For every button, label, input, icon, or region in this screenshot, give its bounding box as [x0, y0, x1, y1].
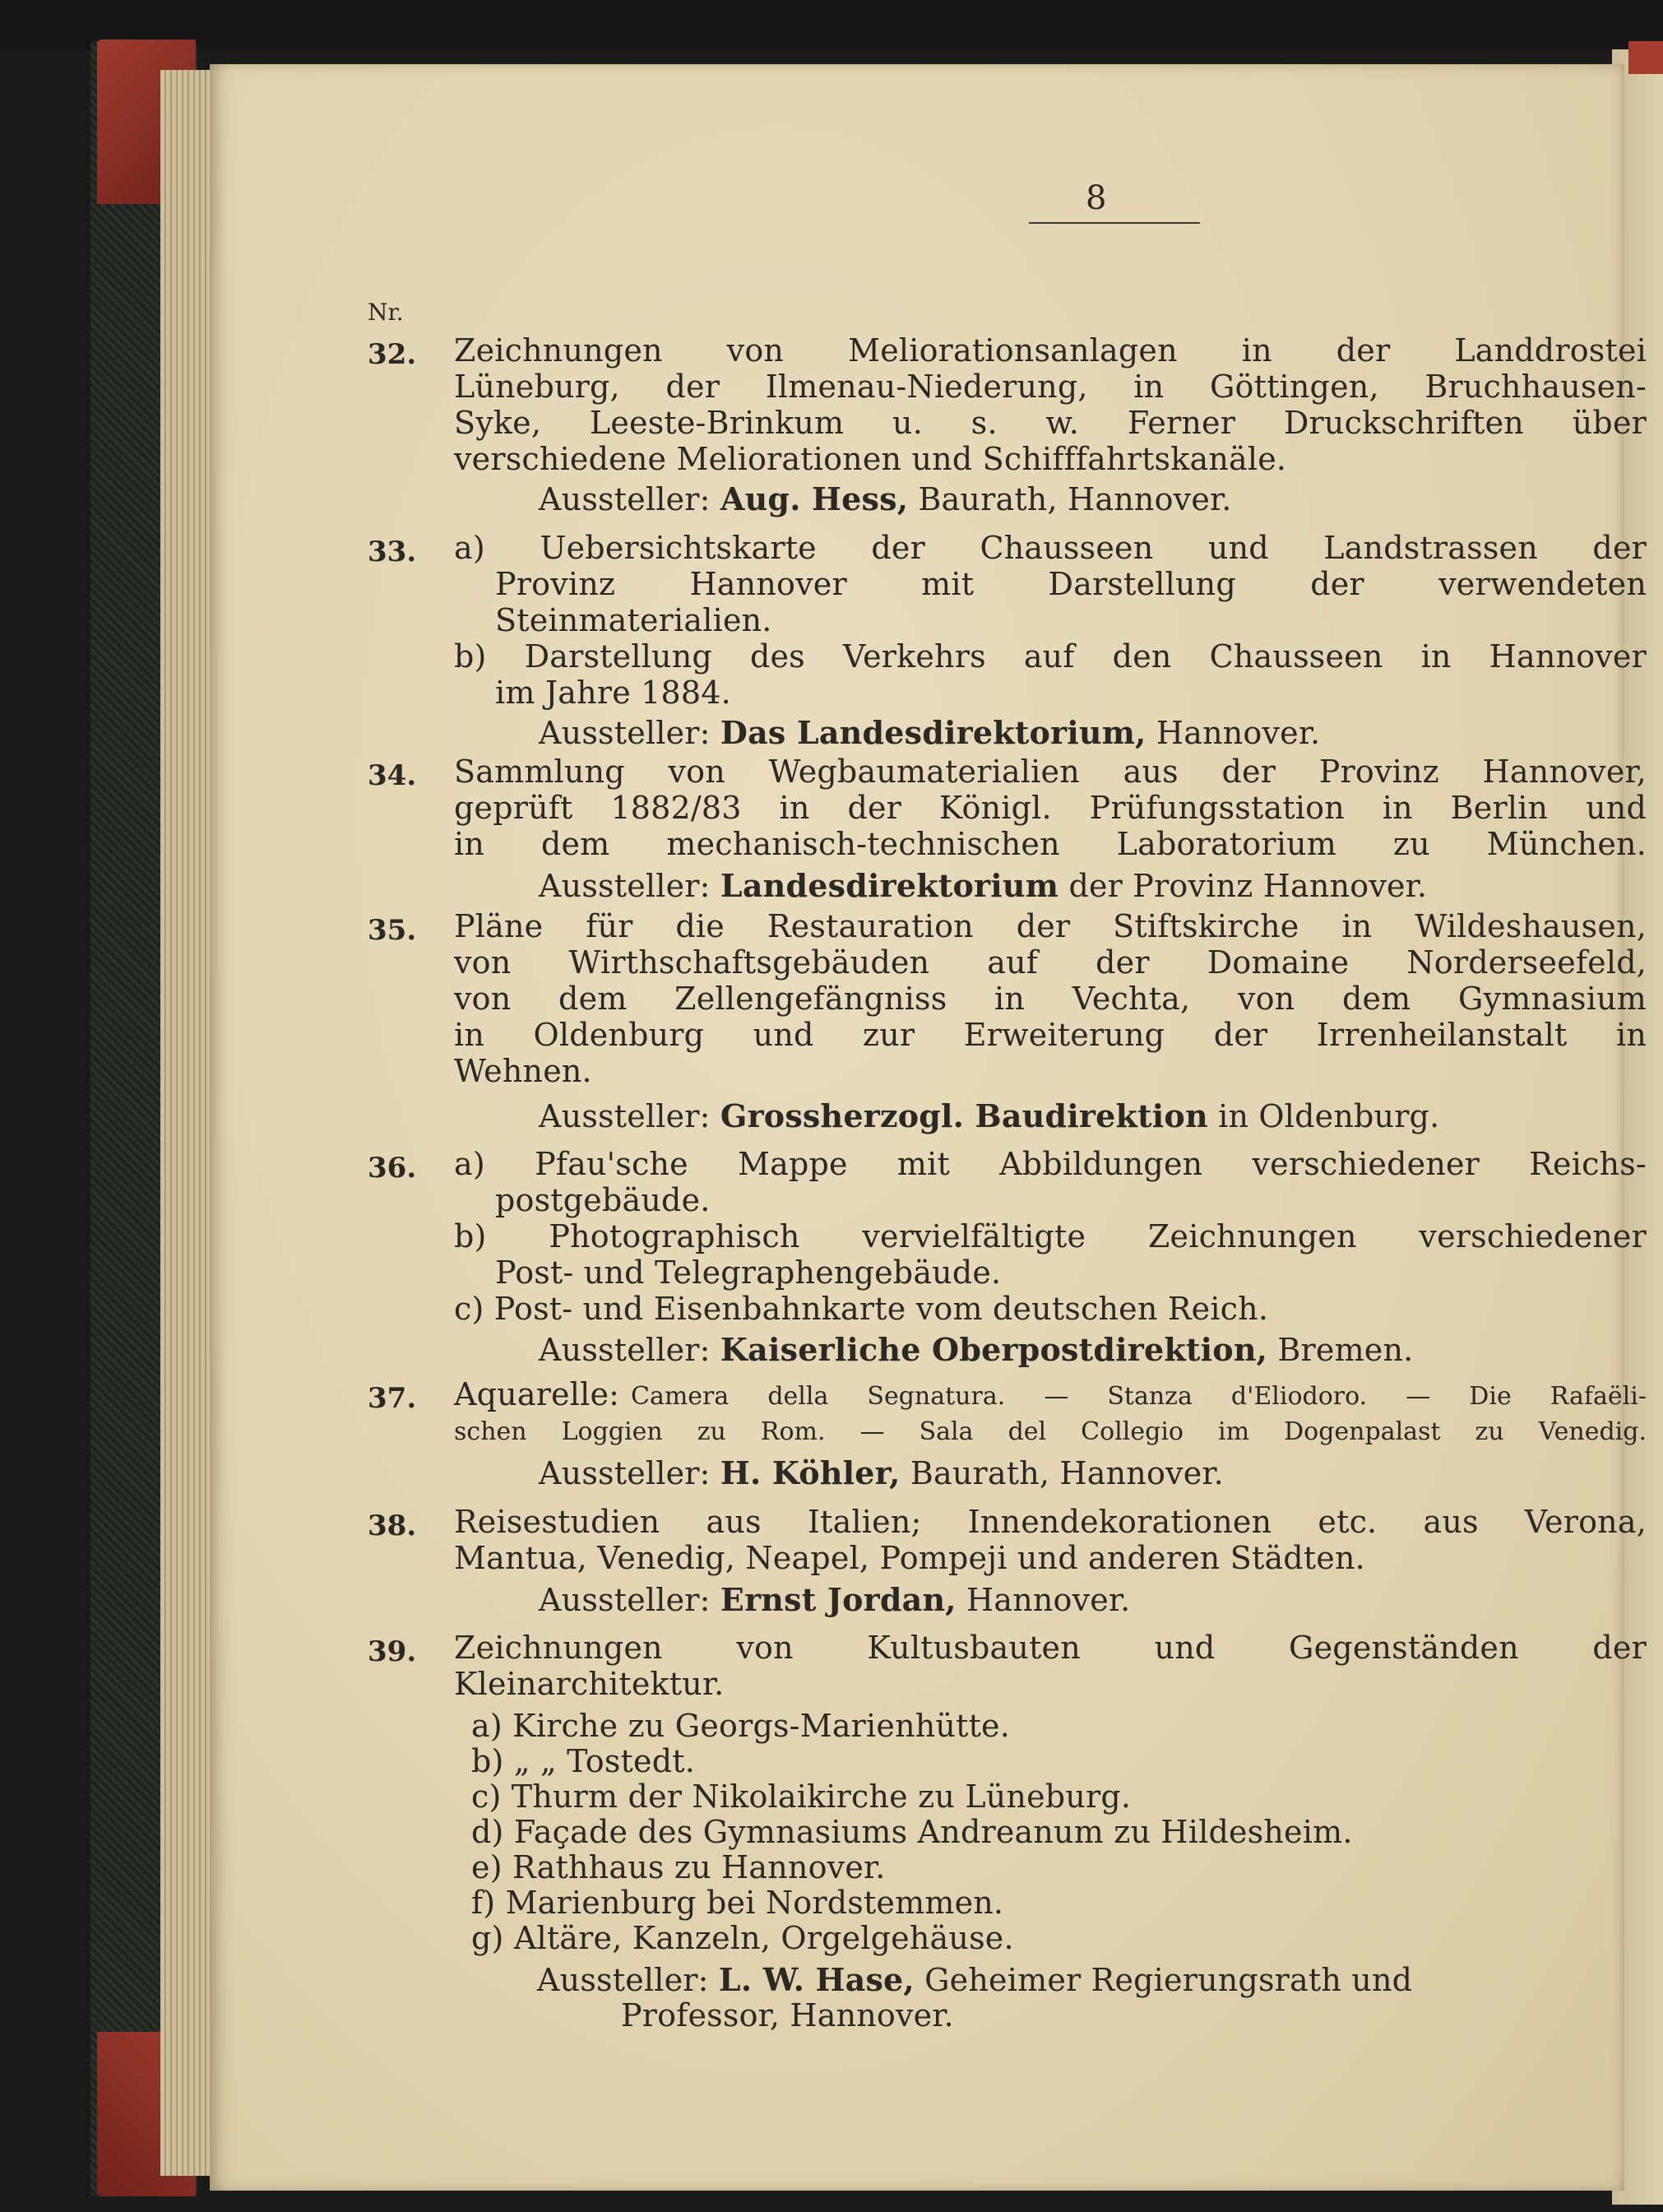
entry-line: a) Pfau'sche Mappe mit Abbildungen verschiedener Reichs-	[454, 1146, 1647, 1182]
exhibitor: Aussteller: Kaiserliche Oberpostdirektion, Bremen.	[539, 1331, 1414, 1368]
entry-number: 35.	[368, 914, 417, 947]
sub-item: b) „ „ Tostedt.	[471, 1743, 695, 1779]
exhibitor-name: L. W. Hase,	[718, 1961, 915, 1998]
sub-item: f) Marienburg bei Nordstemmen.	[471, 1885, 1004, 1921]
entry-line: von Wirthschaftsgebäuden auf der Domaine Norderseefeld,	[454, 944, 1647, 981]
entry-line: Mantua, Venedig, Neapel, Pompeji und anderen Städten.	[454, 1540, 1365, 1576]
exhibitor-name: Aug. Hess,	[720, 480, 909, 517]
entry-line: b) Darstellung des Verkehrs auf den Chausseen in Hannover	[454, 638, 1647, 675]
exhibitor: Aussteller: Aug. Hess, Baurath, Hannover.	[539, 480, 1232, 517]
entry-line: Post- und Telegraphengebäude.	[495, 1254, 1002, 1291]
entry-line: Zeichnungen von Meliorationsanlagen in der Landdrostei	[454, 332, 1647, 369]
scan-background	[0, 0, 1663, 49]
entry-line: Syke, Leeste-Brinkum u. s. w. Ferner Druckschriften über	[454, 405, 1647, 441]
entry-number: 36.	[368, 1152, 417, 1185]
cover-corner-right	[1628, 41, 1663, 74]
entry-line: Lüneburg, der Ilmenau-Niederung, in Göttingen, Bruchhausen-	[454, 369, 1647, 405]
sub-item: a) Kirche zu Georgs-Marienhütte.	[471, 1708, 1011, 1744]
entry-number: 38.	[368, 1509, 417, 1542]
entry-line: in dem mechanisch-technischen Laboratorium zu München.	[454, 826, 1647, 862]
header-rule	[1029, 222, 1200, 224]
entry-number: 32.	[368, 338, 417, 371]
entry-line: in Oldenburg und zur Erweiterung der Irrenheilanstalt in	[454, 1017, 1647, 1053]
entry-line: von dem Zellengefängniss in Vechta, von dem Gymnasium	[454, 981, 1647, 1017]
exhibitor-name: Grossherzogl. Baudirektion	[720, 1097, 1208, 1134]
entry-number: 34.	[368, 759, 417, 792]
entry-line: Pläne für die Restauration der Stiftskirche in Wildeshausen,	[454, 908, 1647, 944]
exhibitor-continuation: Professor, Hannover.	[621, 1997, 954, 2033]
exhibitor-name: Landesdirektorium	[720, 867, 1059, 904]
sub-item: c) Thurm der Nikolaikirche zu Lüneburg.	[471, 1778, 1132, 1815]
entry-line: verschiedene Meliorationen und Schifffahrtskanäle.	[454, 441, 1287, 477]
exhibitor: Aussteller: Ernst Jordan, Hannover.	[539, 1581, 1131, 1618]
entry-line: Zeichnungen von Kultusbauten und Gegenständen der	[454, 1630, 1647, 1666]
entry-line: Kleinarchitektur.	[454, 1666, 725, 1702]
entry-line: Sammlung von Wegbaumaterialien aus der Provinz Hannover,	[454, 754, 1647, 790]
entry-line: Provinz Hannover mit Darstellung der verwendeten	[495, 566, 1647, 602]
entry-line: a) Uebersichtskarte der Chausseen und Landstrassen der	[454, 530, 1647, 566]
exhibitor: Aussteller: Landesdirektorium der Provinz Hannover.	[539, 867, 1428, 904]
exhibitor: Aussteller: Grossherzogl. Baudirektion in Oldenburg.	[539, 1097, 1440, 1134]
exhibitor-name: Ernst Jordan,	[720, 1581, 957, 1618]
entry-line: b) Photographisch vervielfältigte Zeichnungen verschiedener	[454, 1218, 1647, 1254]
entry-number: 39.	[368, 1635, 417, 1668]
exhibitor-name: Das Landesdirektorium,	[720, 714, 1146, 751]
entry-line: schen Loggien zu Rom. — Sala del Collegio im Dogenpalast zu Venedig.	[454, 1417, 1647, 1446]
entry-line: c) Post- und Eisenbahnkarte vom deutschen Reich.	[454, 1291, 1269, 1327]
exhibitor-name: H. Köhler,	[720, 1454, 901, 1491]
exhibitor: Aussteller: H. Köhler, Baurath, Hannover.	[539, 1454, 1224, 1491]
entry-line: postgebäude.	[495, 1182, 711, 1218]
exhibitor-name: Kaiserliche Oberpostdirektion,	[720, 1331, 1268, 1368]
exhibitor: Aussteller: Das Landesdirektorium, Hannover.	[539, 714, 1321, 751]
page-number: 8	[1086, 179, 1107, 217]
entry-lead: Aquarelle:	[454, 1376, 620, 1412]
entry-line: Reisestudien aus Italien; Innendekorationen etc. aus Verona,	[454, 1504, 1647, 1540]
entry-line: Wehnen.	[454, 1053, 592, 1089]
sub-item: e) Rathhaus zu Hannover.	[471, 1849, 886, 1885]
entry-line: Steinmaterialien.	[495, 602, 772, 638]
entry-line: im Jahre 1884.	[495, 675, 731, 711]
sub-item: d) Façade des Gymnasiums Andreanum zu Hildesheim.	[471, 1814, 1353, 1850]
entry-line: Camera della Segnatura. — Stanza d'Eliodoro. — Die Rafaëli-	[631, 1382, 1647, 1411]
exhibitor: Aussteller: L. W. Hase, Geheimer Regierungsrath und	[537, 1961, 1413, 1998]
entry-line: geprüft 1882/83 in der Königl. Prüfungsstation in Berlin und	[454, 790, 1647, 826]
entry-number: 33.	[368, 536, 417, 568]
entry-number: 37.	[368, 1382, 417, 1415]
book-page	[210, 64, 1647, 2191]
nr-label: Nr.	[368, 299, 404, 326]
sub-item: g) Altäre, Kanzeln, Orgelgehäuse.	[471, 1920, 1014, 1956]
